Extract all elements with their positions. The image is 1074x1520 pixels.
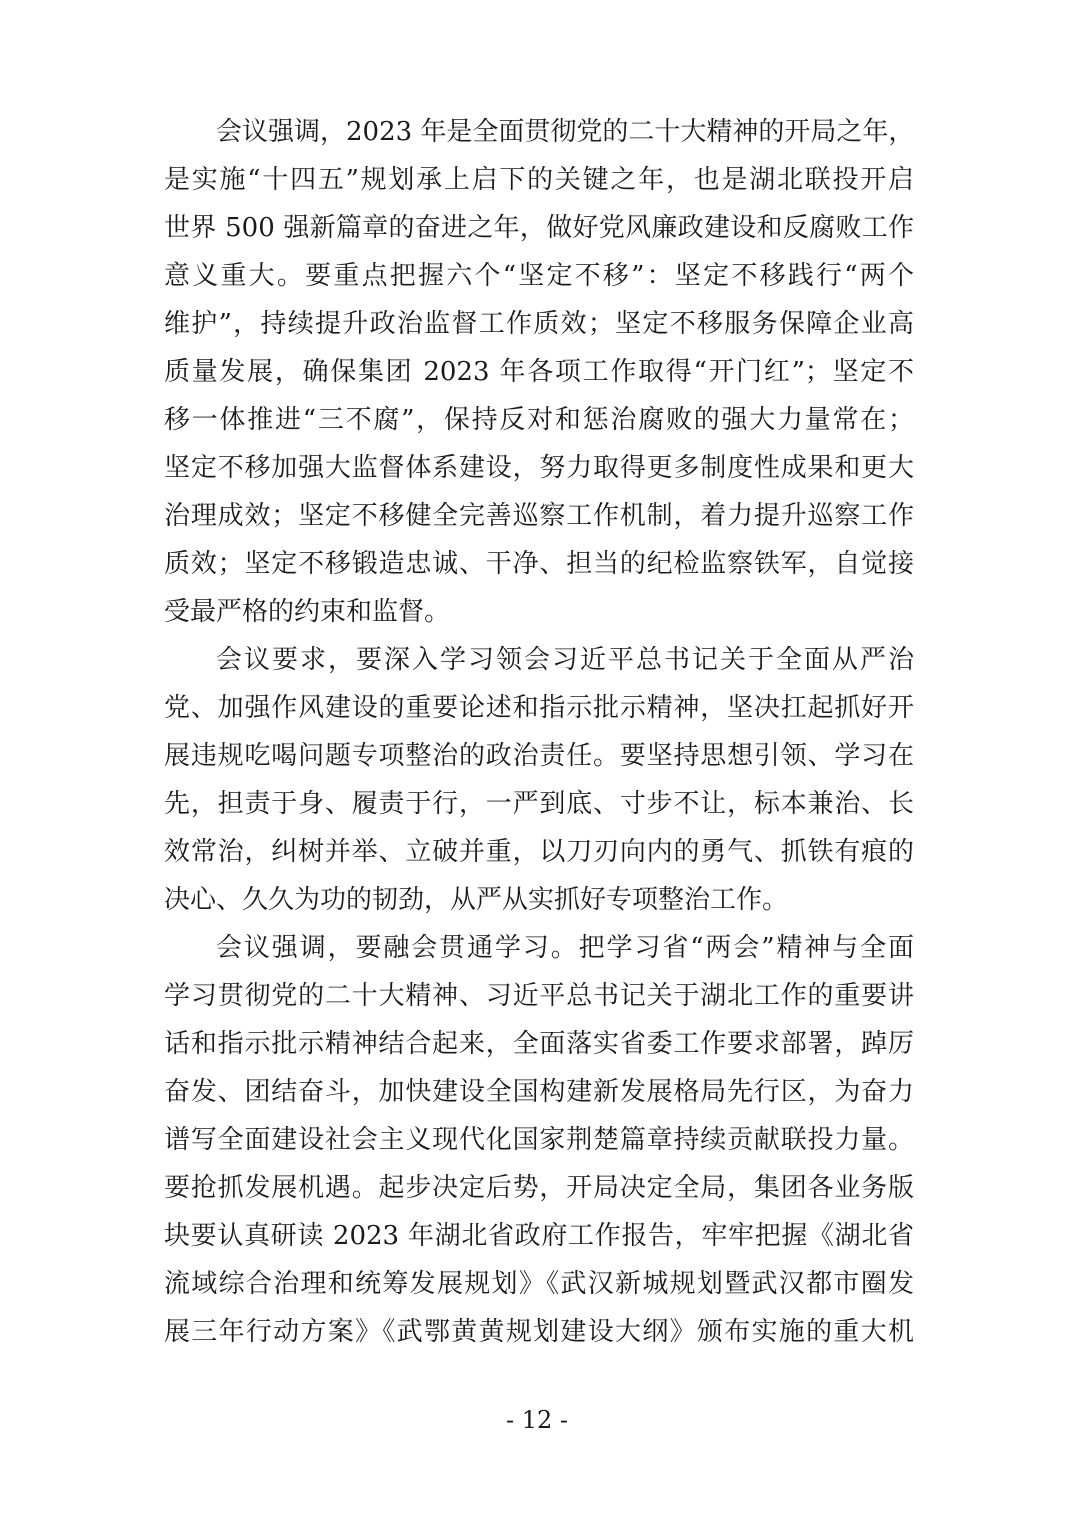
text-line: 党、加强作风建设的重要论述和指示批示精神，坚决扛起抓好开 xyxy=(164,693,914,723)
text-line: 学习贯彻党的二十大精神、习近平总书记关于湖北工作的重要讲 xyxy=(164,981,914,1011)
paragraph-2 xyxy=(164,636,914,924)
text-line: 话和指示批示精神结合起来，全面落实省委工作要求部署，踔厉 xyxy=(164,1029,914,1059)
text-line: 治理成效；坚定不移健全完善巡察工作机制，着力提升巡察工作 xyxy=(164,501,914,531)
text-line: 坚定不移加强大监督体系建设，努力取得更多制度性成果和更大 xyxy=(164,453,914,483)
text-line: 意义重大。要重点把握六个“坚定不移”：坚定不移践行“两个 xyxy=(164,261,914,291)
page-number: - 12 - xyxy=(505,1406,568,1434)
text-line: 要抢抓发展机遇。起步决定后势，开局决定全局，集团各业务版 xyxy=(164,1173,914,1203)
text-line: 移一体推进“三不腐”，保持反对和惩治腐败的强大力量常在； xyxy=(164,405,914,435)
text-line: 效常治，纠树并举、立破并重，以刀刃向内的勇气、抓铁有痕的 xyxy=(164,837,914,867)
text-line: 受最严格的约束和监督。 xyxy=(164,597,451,627)
text-line: 展违规吃喝问题专项整治的政治责任。要坚持思想引领、学习在 xyxy=(164,741,914,771)
text-line: 世界 500 强新篇章的奋进之年，做好党风廉政建设和反腐败工作 xyxy=(164,213,914,243)
text-line: 块要认真研读 2023 年湖北省政府工作报告，牢牢把握《湖北省 xyxy=(164,1221,914,1251)
text-line: 会议要求，要深入学习领会习近平总书记关于全面从严治 xyxy=(216,645,914,675)
text-line: 谱写全面建设社会主义现代化国家荆楚篇章持续贡献联投力量。 xyxy=(164,1125,914,1155)
paragraph-3 xyxy=(164,924,914,1356)
text-line: 展三年行动方案》《武鄂黄黄规划建设大纲》颁布实施的重大机 xyxy=(164,1317,914,1347)
text-line: 先，担责于身、履责于行，一严到底、寸步不让，标本兼治、长 xyxy=(164,789,914,819)
text-line: 质效；坚定不移锻造忠诚、干净、担当的纪检监察铁军，自觉接 xyxy=(164,549,914,579)
text-line: 是实施“十四五”规划承上启下的关键之年，也是湖北联投开启 xyxy=(164,165,914,195)
text-line: 维护”，持续提升政治监督工作质效；坚定不移服务保障企业高 xyxy=(164,309,914,339)
text-line: 会议强调，要融会贯通学习。把学习省“两会”精神与全面 xyxy=(216,933,914,963)
text-line: 决心、久久为功的韧劲，从严从实抓好专项整治工作。 xyxy=(164,885,789,915)
text-line: 流域综合治理和统筹发展规划》《武汉新城规划暨武汉都市圈发 xyxy=(164,1269,914,1299)
text-line: 会议强调，2023 年是全面贯彻党的二十大精神的开局之年， xyxy=(216,117,915,147)
text-line: 奋发、团结奋斗，加快建设全国构建新发展格局先行区，为奋力 xyxy=(164,1077,914,1107)
paragraph-1 xyxy=(164,108,914,636)
document-body xyxy=(164,108,914,1356)
text-line: 质量发展，确保集团 2023 年各项工作取得“开门红”；坚定不 xyxy=(164,357,914,387)
